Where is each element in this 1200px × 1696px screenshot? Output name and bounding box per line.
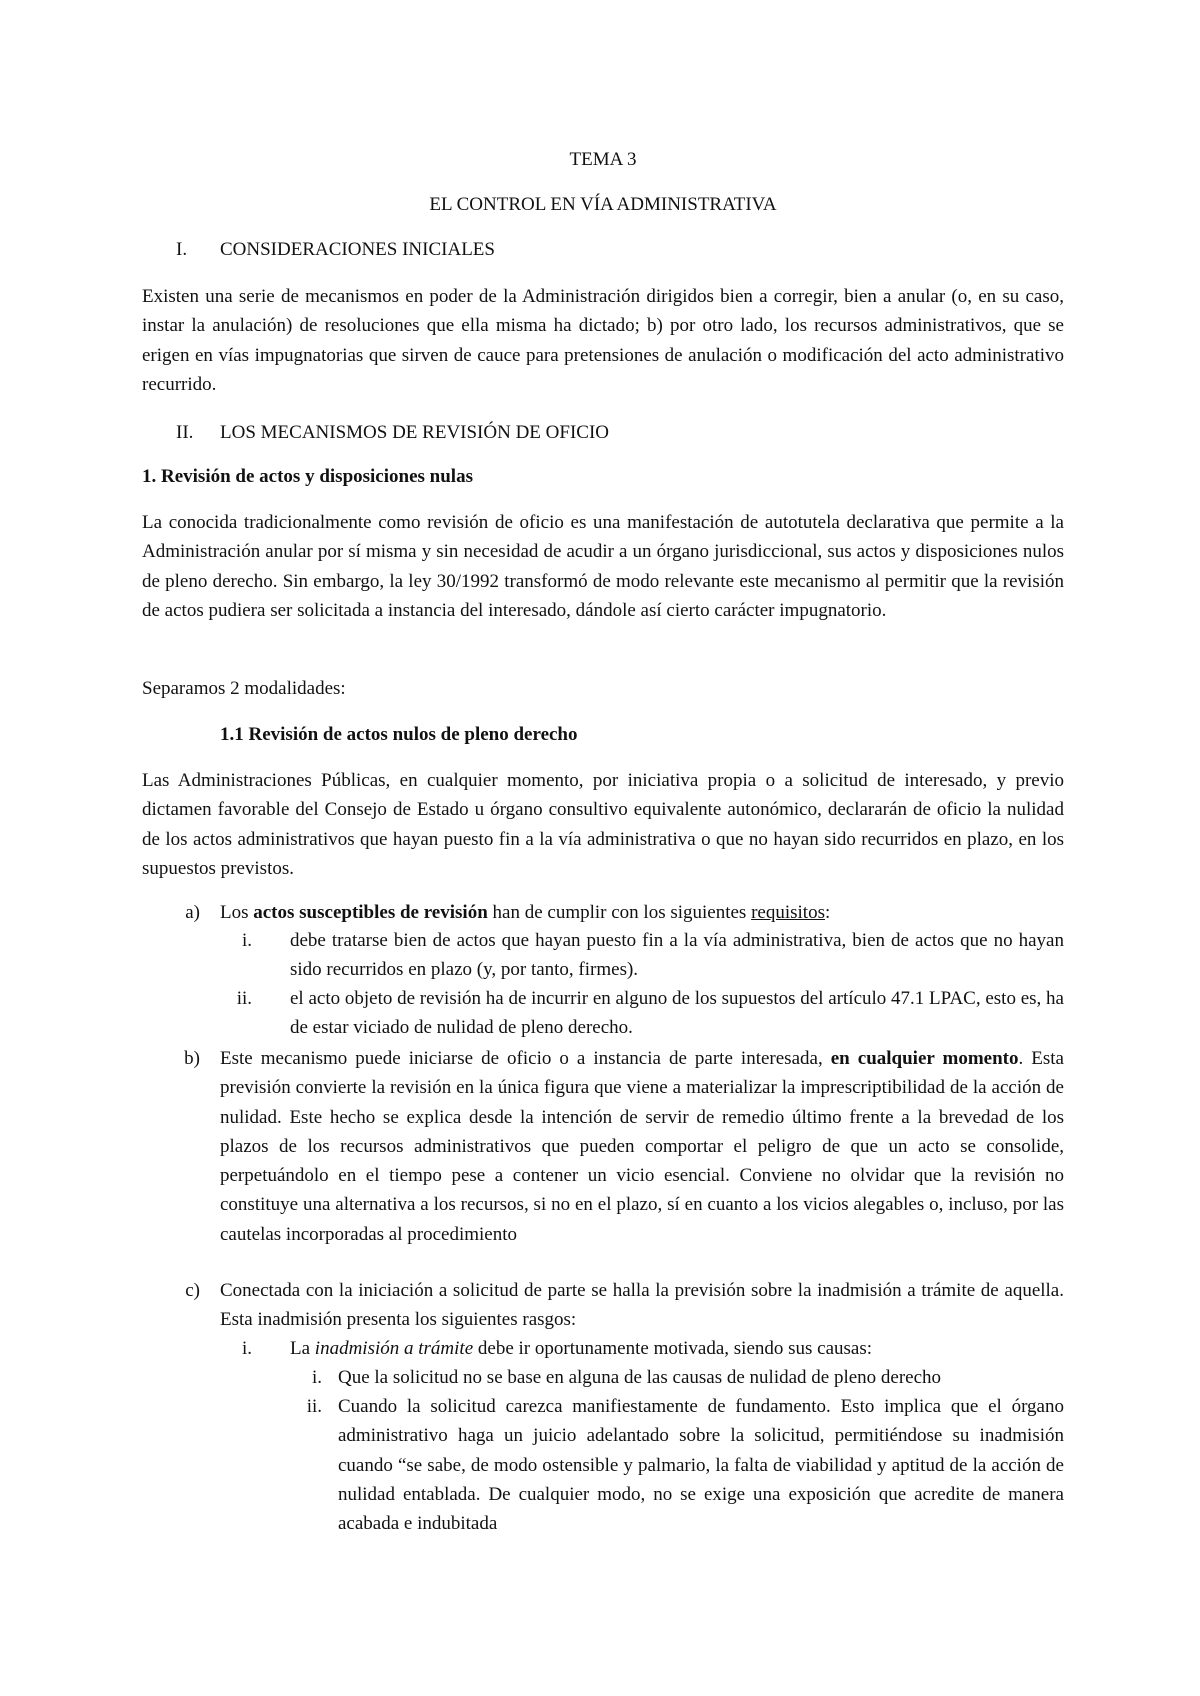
- list-label-c-i-1: i.: [311, 1367, 322, 1388]
- subsection-1-1-heading: 1.1 Revisión de actos nulos de pleno derecho: [220, 724, 578, 745]
- list-label-a-i: i.: [241, 930, 252, 951]
- section-1-title: CONSIDERACIONES INICIALES: [220, 239, 495, 260]
- list-label-c-i: i.: [241, 1338, 252, 1359]
- list-item-c: Conectada con la iniciación a solicitud de parte se halla la previsión sobre la inadmisión a trámite de aquella. Esta inadmisión presenta los siguientes rasgos:: [220, 1280, 1064, 1331]
- subsection-1-heading: 1. Revisión de actos y disposiciones nulas: [142, 466, 473, 487]
- list-item-a-ii: el acto objeto de revisión ha de incurrir en alguno de los supuestos del artículo 47.1 LPAC, esto es, ha de estar viciado de nulidad de pleno derecho.: [290, 988, 1064, 1039]
- list-item-c-i-2: Cuando la solicitud carezca manifiestamente de fundamento. Esto implica que el órgano administrativo haga un juicio adelantado sobre la solicitud, permitiéndose su inadmisión cuando “se sabe, de modo ostensible y palmario, la falta de viabilidad y aptitud de la acción de nulidad entablada. De cualquier modo, no se exige una exposición que acredite de manera acabada e indubitada: [338, 1396, 1064, 1535]
- list-label-a-ii: ii.: [236, 988, 252, 1009]
- list-item-b: Este mecanismo puede iniciarse de oficio o a instancia de parte interesada, en cualquier momento. Esta previsión convierte la revisión en la única figura que viene a materializar la imprescriptibilidad de la acción de nulidad. Este hecho se explica desde la intención de servir de remedio último frente a la brevedad de los plazos de los recursos administrativos que pueden comportar el peligro de que un acto se consolide, perpetuándolo en el tiempo pese a contener un vicio esencial. Conviene no olvidar que la revisión no constituye una alternativa a los recursos, si no en el plazo, sí en cuanto a los vicios alegables o, incluso, por las cautelas incorporadas al procedimiento: [220, 1048, 1064, 1245]
- list-item-c-i-1: Que la solicitud no se base en alguna de las causas de nulidad de pleno derecho: [338, 1367, 942, 1388]
- tema-heading: TEMA 3: [569, 149, 637, 170]
- document-title: EL CONTROL EN VÍA ADMINISTRATIVA: [429, 194, 777, 215]
- list-item-a: Los actos susceptibles de revisión han de cumplir con los siguientes requisitos:: [220, 902, 831, 923]
- section-2-title: LOS MECANISMOS DE REVISIÓN DE OFICIO: [220, 422, 609, 443]
- section-1-paragraph: Existen una serie de mecanismos en poder de la Administración dirigidos bien a corregir, bien a anular (o, en su caso, instar la anulación) de resoluciones que ella misma ha dictado; b) por otro lado, los recursos administrativos, que se erigen en vías impugnatorias que sirven de cauce para pretensiones de anulación o modificación del acto administrativo recurrido.: [142, 286, 1064, 395]
- modalidades-paragraph: Separamos 2 modalidades:: [142, 678, 346, 699]
- list-label-c: c): [185, 1280, 200, 1301]
- list-label-b: b): [184, 1048, 200, 1069]
- section-2-number: II.: [176, 422, 194, 443]
- list-item-c-i: La inadmisión a trámite debe ir oportunamente motivada, siendo sus causas:: [290, 1338, 873, 1359]
- list-item-a-i: debe tratarse bien de actos que hayan puesto fin a la vía administrativa, bien de actos que no hayan sido recurridos en plazo (y, por tanto, firmes).: [290, 930, 1064, 981]
- section-1-number: I.: [176, 239, 188, 260]
- revision-paragraph: La conocida tradicionalmente como revisión de oficio es una manifestación de autotutela declarativa que permite a la Administración anular por sí misma y sin necesidad de acudir a un órgano jurisdiccional, sus actos y disposiciones nulos de pleno derecho. Sin embargo, la ley 30/1992 transformó de modo relevante este mecanismo al permitir que la revisión de actos pudiera ser solicitada a instancia del interesado, dándole así cierto carácter impugnatorio.: [142, 512, 1064, 621]
- list-label-a: a): [185, 902, 200, 923]
- nulidad-paragraph: Las Administraciones Públicas, en cualquier momento, por iniciativa propia o a solicitud de interesado, y previo dictamen favorable del Consejo de Estado u órgano consultivo equivalente autonómico, declararán de oficio la nulidad de los actos administrativos que hayan puesto fin a la vía administrativa o que no hayan sido recurridos en plazo, en los supuestos previstos.: [142, 770, 1064, 879]
- list-label-c-i-2: ii.: [306, 1396, 322, 1417]
